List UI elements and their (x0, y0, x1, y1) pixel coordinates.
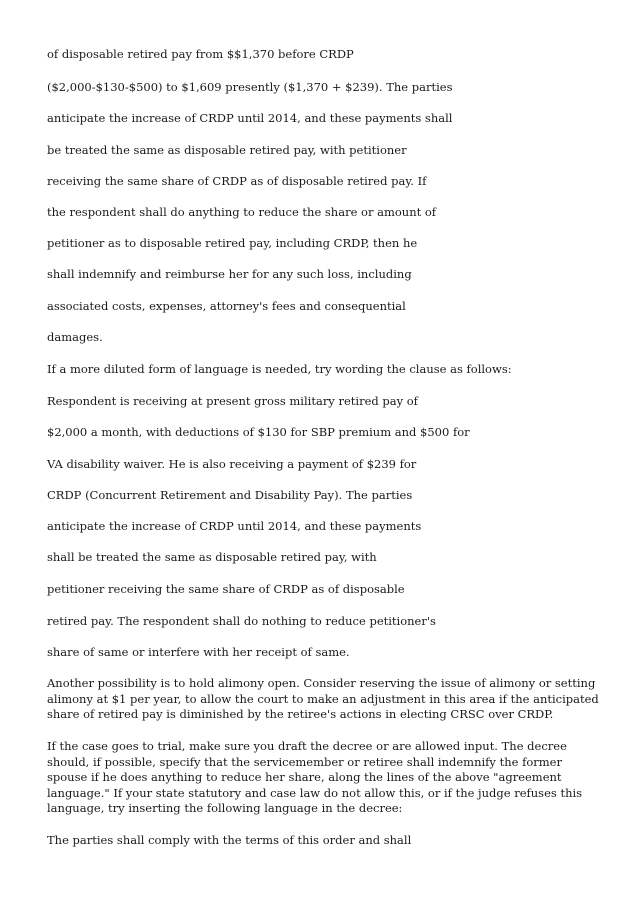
text-line: If a more diluted form of language is needed, try wording the clause as follows: (47, 362, 512, 376)
text-line: CRDP (Concurrent Retirement and Disability Pay). The parties (47, 488, 413, 502)
text-line: retired pay. The respondent shall do nothing to reduce petitioner's (47, 614, 436, 628)
text-line: $2,000 a month, with deductions of $130 for SBP premium and $500 for (47, 425, 470, 439)
text-line: associated costs, expenses, attorney's fees and consequential (47, 299, 406, 313)
text-line: ($2,000-$130-$500) to $1,609 presently ($1,370 + $239). The parties (47, 80, 453, 94)
text-line: anticipate the increase of CRDP until 2014, and these payments shall (47, 111, 453, 125)
text-line: damages. (47, 330, 103, 344)
text-line: shall indemnify and reimburse her for any such loss, including (47, 267, 412, 281)
text-line: VA disability waiver. He is also receiving a payment of $239 for (47, 457, 417, 471)
text-line: The parties shall comply with the terms of this order and shall (47, 833, 412, 847)
text-line: be treated the same as disposable retired pay, with petitioner (47, 143, 407, 157)
text-line: receiving the same share of CRDP as of disposable retired pay. If (47, 174, 427, 188)
text-line: petitioner receiving the same share of CRDP as of disposable (47, 582, 405, 596)
text-line: anticipate the increase of CRDP until 2014, and these payments (47, 519, 422, 533)
text-line: share of same or interfere with her receipt of same. (47, 645, 350, 659)
text-line: Respondent is receiving at present gross military retired pay of (47, 394, 418, 408)
paragraph-trial: If the case goes to trial, make sure you draft the decree or are allowed input. The decree should, if possible, specify that the servicemember or retiree shall indemnify the former spouse if he does anything to reduce her share, along the lines of the above "agreement language." If your state statutory and case law do not allow this, or if the judge refuses this language, try inserting the following language in the decree: (47, 739, 583, 815)
text-line: of disposable retired pay from $$1,370 before CRDP (47, 47, 354, 61)
text-line: petitioner as to disposable retired pay, including CRDP, then he (47, 236, 418, 250)
text-line: the respondent shall do anything to reduce the share or amount of (47, 205, 437, 219)
paragraph-alimony: Another possibility is to hold alimony open. Consider reserving the issue of alimony or setting alimony at $1 per year, to allow the court to make an adjustment in this area if the anticipated share of retired pay is diminished by the retiree's actions in electing CRSC over CRDP. (47, 676, 599, 721)
text-line: shall be treated the same as disposable retired pay, with (47, 550, 377, 564)
